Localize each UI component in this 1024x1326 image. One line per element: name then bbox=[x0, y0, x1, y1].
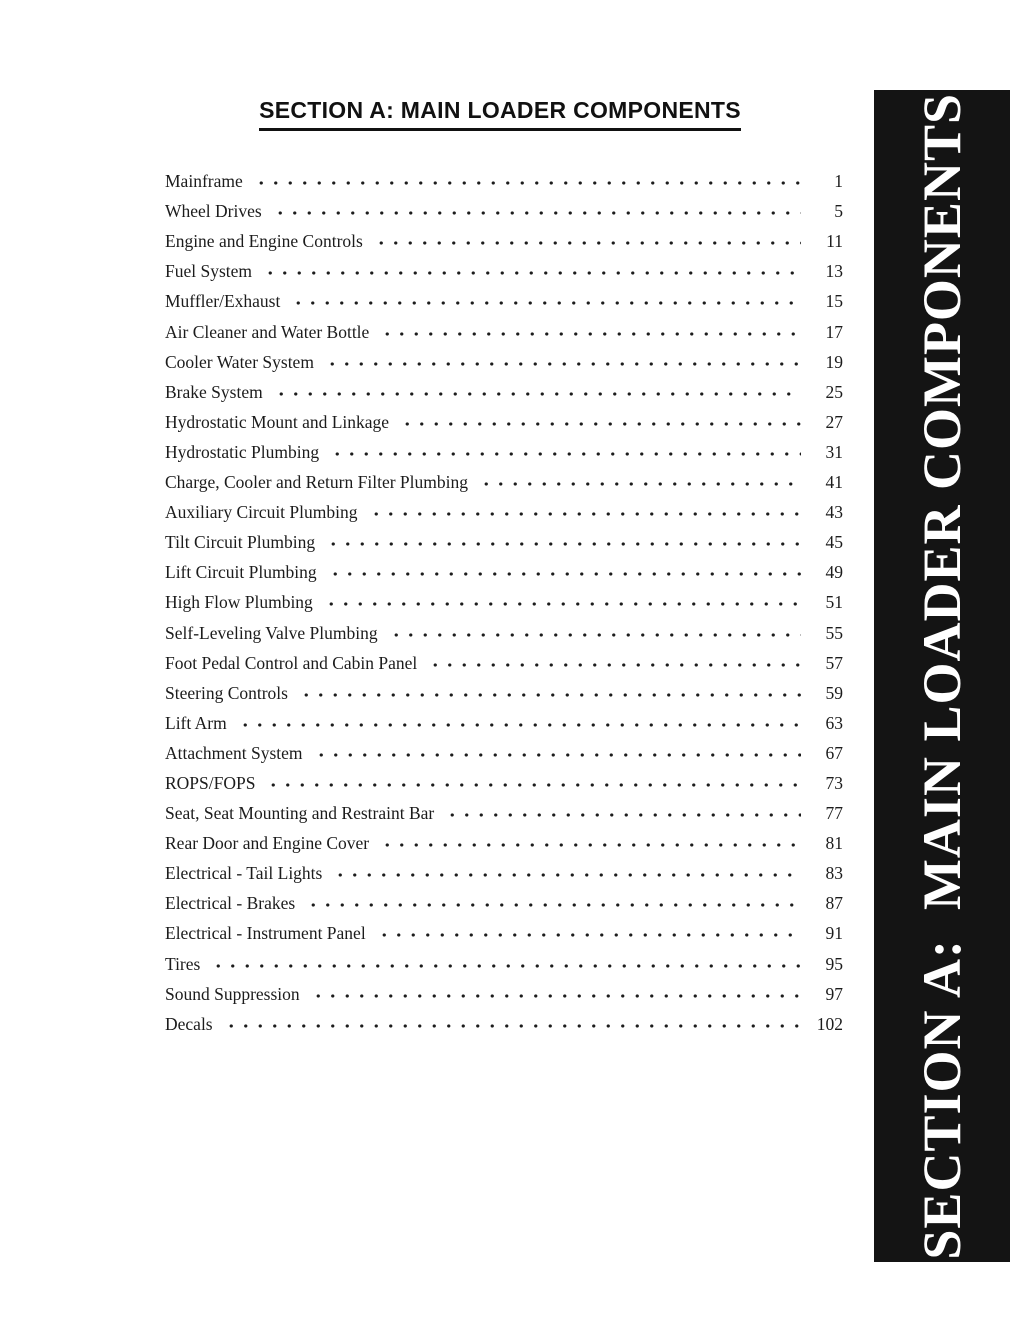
toc-entry-page: 31 bbox=[825, 441, 843, 462]
dot-leader bbox=[374, 933, 801, 937]
toc-entry-label: Electrical - Tail Lights bbox=[165, 863, 323, 884]
toc-entry bbox=[165, 1006, 843, 1036]
dot-leader bbox=[377, 843, 801, 847]
dot-leader bbox=[323, 542, 801, 546]
toc-entry-page: 87 bbox=[825, 893, 843, 914]
toc-entry-label: Tires bbox=[165, 953, 201, 974]
dot-leader bbox=[397, 422, 801, 426]
dot-leader bbox=[425, 663, 801, 667]
toc-entry-label: Tilt Circuit Plumbing bbox=[165, 532, 316, 553]
toc-entry bbox=[165, 494, 843, 524]
toc-entry bbox=[165, 885, 843, 915]
toc-entry bbox=[165, 344, 843, 374]
toc-entry-label: Sound Suppression bbox=[165, 983, 300, 1004]
toc-entry bbox=[165, 675, 843, 705]
dot-leader bbox=[476, 482, 801, 486]
toc-entry-page: 45 bbox=[825, 532, 843, 553]
toc-entry bbox=[165, 645, 843, 675]
toc-entry bbox=[165, 825, 843, 855]
dot-leader bbox=[263, 783, 801, 787]
toc-entry bbox=[165, 554, 843, 584]
toc-entry-page: 97 bbox=[825, 983, 843, 1004]
page-title-text: SECTION A: MAIN LOADER COMPONENTS bbox=[259, 97, 741, 131]
dot-leader bbox=[308, 994, 801, 998]
dot-leader bbox=[377, 332, 801, 336]
toc-entry-page: 63 bbox=[825, 712, 843, 733]
toc-entry bbox=[165, 855, 843, 885]
toc-entry-page: 15 bbox=[825, 291, 843, 312]
toc-list bbox=[165, 163, 843, 1036]
dot-leader bbox=[208, 964, 801, 968]
toc-entry bbox=[165, 945, 843, 975]
toc-entry bbox=[165, 193, 843, 223]
toc-entry-page: 57 bbox=[825, 652, 843, 673]
dot-leader bbox=[327, 452, 801, 456]
dot-leader bbox=[271, 392, 801, 396]
toc-entry-page: 102 bbox=[816, 1013, 843, 1034]
toc-entry bbox=[165, 524, 843, 554]
dot-leader bbox=[371, 241, 801, 245]
toc-entry-page: 83 bbox=[825, 863, 843, 884]
toc-entry bbox=[165, 614, 843, 644]
toc-entry-page: 67 bbox=[825, 742, 843, 763]
toc-entry-page: 11 bbox=[826, 231, 843, 252]
dot-leader bbox=[325, 572, 801, 576]
toc-entry-label: Brake System bbox=[165, 381, 263, 402]
dot-leader bbox=[330, 873, 801, 877]
toc-entry-label: Steering Controls bbox=[165, 682, 288, 703]
toc-entry-page: 95 bbox=[825, 953, 843, 974]
toc-entry bbox=[165, 464, 843, 494]
page-title bbox=[155, 97, 845, 131]
toc-entry-label: ROPS/FOPS bbox=[165, 772, 256, 793]
toc-entry bbox=[165, 735, 843, 765]
dot-leader bbox=[311, 753, 801, 757]
toc-entry-label: Seat, Seat Mounting and Restraint Bar bbox=[165, 803, 435, 824]
toc-entry-label: Wheel Drives bbox=[165, 201, 262, 222]
toc-entry-label: Attachment System bbox=[165, 742, 303, 763]
toc-entry bbox=[165, 223, 843, 253]
toc-entry bbox=[165, 434, 843, 464]
toc-entry bbox=[165, 313, 843, 343]
dot-leader bbox=[260, 271, 801, 275]
toc-entry-page: 19 bbox=[825, 351, 843, 372]
dot-leader bbox=[366, 512, 802, 516]
toc-entry-label: Charge, Cooler and Return Filter Plumbing bbox=[165, 472, 468, 493]
toc-entry-page: 5 bbox=[834, 201, 843, 222]
toc-entry-page: 41 bbox=[825, 472, 843, 493]
toc-entry-label: Auxiliary Circuit Plumbing bbox=[165, 502, 358, 523]
toc-entry-label: Cooler Water System bbox=[165, 351, 314, 372]
section-tab-label: SECTION A: MAIN LOADER COMPONENTS bbox=[912, 92, 972, 1260]
toc-entry-page: 17 bbox=[825, 321, 843, 342]
toc-entry-page: 27 bbox=[825, 411, 843, 432]
toc-entry bbox=[165, 765, 843, 795]
toc-entry-label: Hydrostatic Mount and Linkage bbox=[165, 411, 390, 432]
toc-entry-label: Electrical - Instrument Panel bbox=[165, 923, 366, 944]
toc-entry-page: 59 bbox=[825, 682, 843, 703]
toc-entry-label: Muffler/Exhaust bbox=[165, 291, 281, 312]
dot-leader bbox=[251, 181, 801, 185]
toc-entry bbox=[165, 976, 843, 1006]
toc-entry bbox=[165, 283, 843, 313]
toc-entry-label: Hydrostatic Plumbing bbox=[165, 441, 320, 462]
dot-leader bbox=[303, 903, 801, 907]
toc-entry bbox=[165, 404, 843, 434]
toc-entry-label: Air Cleaner and Water Bottle bbox=[165, 321, 370, 342]
toc-entry-page: 55 bbox=[825, 622, 843, 643]
toc-entry-page: 49 bbox=[825, 562, 843, 583]
dot-leader bbox=[235, 723, 801, 727]
toc-entry-label: Mainframe bbox=[165, 171, 243, 192]
toc-entry bbox=[165, 584, 843, 614]
dot-leader bbox=[386, 633, 801, 637]
toc-entry-page: 13 bbox=[825, 261, 843, 282]
dot-leader bbox=[442, 813, 801, 817]
toc-entry-label: Fuel System bbox=[165, 261, 253, 282]
toc-entry bbox=[165, 705, 843, 735]
dot-leader bbox=[270, 211, 801, 215]
toc-entry-label: High Flow Plumbing bbox=[165, 592, 313, 613]
toc-entry bbox=[165, 374, 843, 404]
toc-entry bbox=[165, 915, 843, 945]
section-tab bbox=[874, 90, 1010, 1262]
dot-leader bbox=[321, 602, 801, 606]
toc-entry-label: Decals bbox=[165, 1013, 213, 1034]
dot-leader bbox=[288, 301, 801, 305]
toc-entry-label: Self-Leveling Valve Plumbing bbox=[165, 622, 378, 643]
dot-leader bbox=[296, 693, 801, 697]
toc-entry-page: 1 bbox=[834, 171, 843, 192]
toc-entry bbox=[165, 253, 843, 283]
toc-entry bbox=[165, 795, 843, 825]
toc-entry-label: Electrical - Brakes bbox=[165, 893, 296, 914]
toc-entry-page: 77 bbox=[825, 803, 843, 824]
toc-entry-page: 25 bbox=[825, 381, 843, 402]
toc-entry-page: 51 bbox=[825, 592, 843, 613]
toc-entry-page: 81 bbox=[825, 833, 843, 854]
dot-leader bbox=[221, 1024, 801, 1028]
toc-entry-label: Rear Door and Engine Cover bbox=[165, 833, 370, 854]
toc-entry-page: 91 bbox=[825, 923, 843, 944]
dot-leader bbox=[322, 362, 801, 366]
toc-entry bbox=[165, 163, 843, 193]
toc-entry-label: Engine and Engine Controls bbox=[165, 231, 363, 252]
toc-entry-page: 73 bbox=[825, 772, 843, 793]
toc-entry-label: Foot Pedal Control and Cabin Panel bbox=[165, 652, 418, 673]
toc-entry-label: Lift Circuit Plumbing bbox=[165, 562, 317, 583]
toc-entry-label: Lift Arm bbox=[165, 712, 227, 733]
toc-entry-page: 43 bbox=[825, 502, 843, 523]
